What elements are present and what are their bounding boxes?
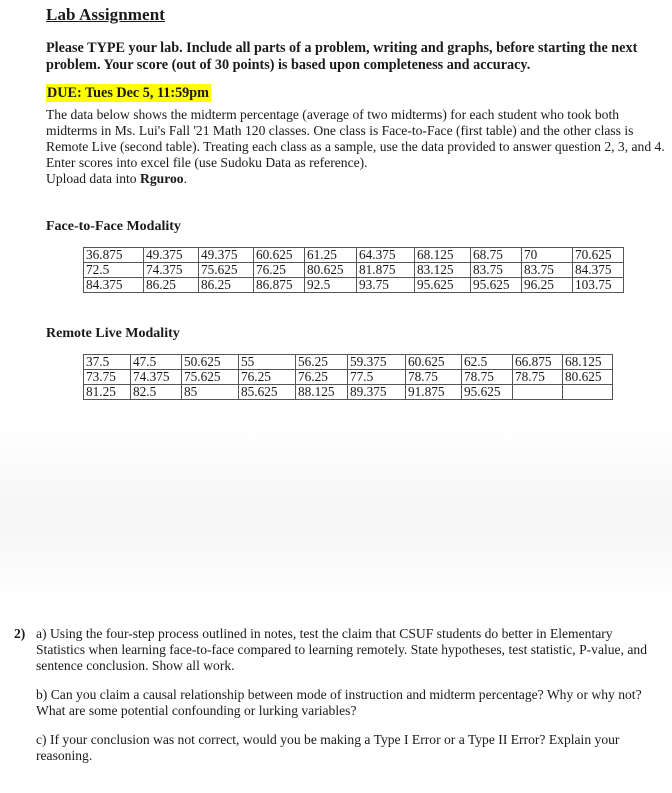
table-cell: 37.5 [84, 355, 131, 370]
question-part-c: c) If your conclusion was not correct, would you be making a Type I Error or a Type II Error? Explain your reasoning. [36, 732, 620, 763]
remote-live-table [83, 354, 613, 400]
table-row [84, 278, 624, 293]
description-paragraph [46, 107, 668, 187]
table-cell: 68.125 [415, 248, 471, 263]
table-cell: 82.5 [131, 385, 182, 400]
question-number: 2) [14, 626, 26, 641]
page-break-gap [0, 425, 672, 605]
table-cell: 95.625 [471, 278, 522, 293]
page-title: Lab Assignment [46, 5, 166, 24]
table-cell: 78.75 [513, 370, 563, 385]
table-cell: 103.75 [573, 278, 624, 293]
table-cell: 55 [239, 355, 296, 370]
question-body [36, 626, 664, 777]
table-cell: 75.625 [182, 370, 239, 385]
table-cell: 83.75 [471, 263, 522, 278]
question-part-b: b) Can you claim a causal relationship between mode of instruction and midterm percentage? Why or why not? What are some potential confounding or lurking variables? [36, 687, 642, 718]
table-cell: 83.125 [415, 263, 471, 278]
due-date-highlight: DUE: Tues Dec 5, 11:59pm [47, 85, 209, 101]
table-cell: 76.25 [296, 370, 348, 385]
table-row [84, 370, 613, 385]
table-cell: 62.5 [462, 355, 513, 370]
upload-prefix: Upload data into [46, 171, 141, 186]
upload-target: Rguroo [140, 171, 184, 186]
table-cell: 70 [522, 248, 573, 263]
table-row [84, 263, 624, 278]
instructions-text: Please TYPE your lab. Include all parts of a problem, writing and graphs, before starting the next problem. Your score (out of 30 points) is based upon completeness and accuracy. [46, 40, 638, 73]
table-cell: 68.125 [563, 355, 613, 370]
table-cell: 86.25 [144, 278, 199, 293]
table-cell: 86.875 [254, 278, 305, 293]
table-cell: 60.625 [254, 248, 305, 263]
table-cell: 60.625 [406, 355, 462, 370]
table-cell: 78.75 [462, 370, 513, 385]
table-cell: 49.375 [199, 248, 254, 263]
table-cell: 85.625 [239, 385, 296, 400]
table-cell-empty [563, 385, 613, 400]
upload-suffix: . [183, 171, 187, 186]
table-cell: 85 [182, 385, 239, 400]
table-cell: 75.625 [199, 263, 254, 278]
table-cell: 80.625 [563, 370, 613, 385]
table-cell: 95.625 [462, 385, 513, 400]
table-cell: 59.375 [348, 355, 406, 370]
table-cell: 76.25 [239, 370, 296, 385]
table-cell: 80.625 [305, 263, 357, 278]
table-cell: 73.75 [84, 370, 131, 385]
table-row [84, 248, 624, 263]
table-cell: 88.125 [296, 385, 348, 400]
table-cell: 36.875 [84, 248, 144, 263]
table-cell: 68.75 [471, 248, 522, 263]
table-cell: 74.375 [131, 370, 182, 385]
table-cell: 72.5 [84, 263, 144, 278]
table-cell: 61.25 [305, 248, 357, 263]
table-cell: 91.875 [406, 385, 462, 400]
table-cell: 76.25 [254, 263, 305, 278]
table-cell: 92.5 [305, 278, 357, 293]
table-row [84, 355, 613, 370]
table-cell: 56.25 [296, 355, 348, 370]
table-cell: 70.625 [573, 248, 624, 263]
table-cell: 47.5 [131, 355, 182, 370]
table-cell: 78.75 [406, 370, 462, 385]
table-cell: 89.375 [348, 385, 406, 400]
table-cell: 83.75 [522, 263, 573, 278]
table-cell: 49.375 [144, 248, 199, 263]
table-cell: 81.25 [84, 385, 131, 400]
question-part-a: a) Using the four-step process outlined in notes, test the claim that CSUF students do better in Elementary Statistics when learning face-to-face compared to learning remotely. State hypotheses, test statistic, P-value, and sentence conclusion. Show all work. [36, 626, 648, 673]
table-cell: 84.375 [573, 263, 624, 278]
table-cell: 93.75 [357, 278, 415, 293]
table-cell: 81.875 [357, 263, 415, 278]
table-cell: 74.375 [144, 263, 199, 278]
table-row [84, 385, 613, 400]
face-to-face-table [83, 247, 624, 293]
table-cell: 64.375 [357, 248, 415, 263]
table-cell: 95.625 [415, 278, 471, 293]
table-cell: 84.375 [84, 278, 144, 293]
face-to-face-heading: Face-to-Face Modality [46, 219, 181, 234]
description-text: The data below shows the midterm percentage (average of two midterms) for each student who took both midterms in Ms. Lui's Fall '21 Math 120 classes. One class is Face-to-Face (first table) and the other class is Remote Live (second table). Treating each class as a sample, use the data provided to answer question 2, 3, and 4. Enter scores into excel file (use Sudoku Data as reference). [46, 107, 665, 170]
table-cell: 77.5 [348, 370, 406, 385]
table-cell: 66.875 [513, 355, 563, 370]
table-cell: 96.25 [522, 278, 573, 293]
table-cell: 86.25 [199, 278, 254, 293]
table-cell-empty [513, 385, 563, 400]
table-cell: 50.625 [182, 355, 239, 370]
remote-live-heading: Remote Live Modality [46, 326, 180, 341]
